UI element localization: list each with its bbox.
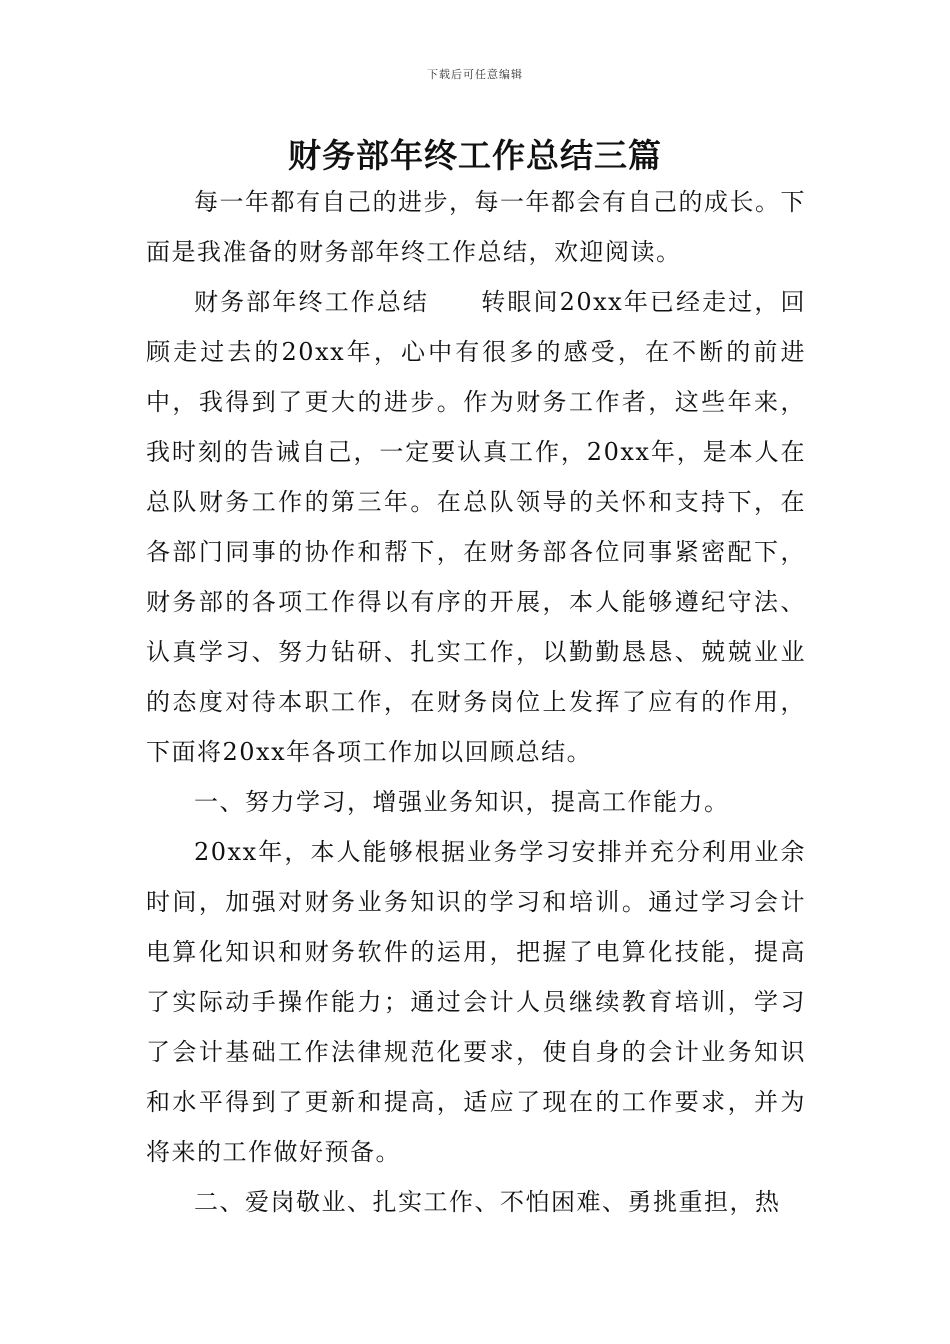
paragraph-summary: 财务部年终工作总结 转眼间20xx年已经走过，回顾走过去的20xx年，心中有很多的感受，在不断的前进中，我得到了更大的进步。作为财务工作者，这些年来，我时刻的告诫自己，一定要认真工作，20xx年，是本人在总队财务工作的第三年。在总队领导的关怀和支持下，在各部门同事的协作和帮下，在财务部各位同事紧密配下，财务部的各项工作得以有序的开展，本人能够遵纪守法、认真学习、努力钻研、扎实工作，以勤勤恳恳、兢兢业业的态度对待本职工作，在财务岗位上发挥了应有的作用，下面将20xx年各项工作加以回顾总结。 (146, 288, 806, 766)
paragraph-section-1-heading: 一、努力学习，增强业务知识，提高工作能力。 (194, 788, 730, 816)
paragraph-intro: 每一年都有自己的进步，每一年都会有自己的成长。下面是我准备的财务部年终工作总结，欢迎阅读。 (146, 188, 806, 266)
paragraph-section-1-body: 20xx年，本人能够根据业务学习安排并充分利用业余时间，加强对财务业务知识的学习和培训。通过学习会计电算化知识和财务软件的运用，把握了电算化技能，提高了实际动手操作能力；通过会计人员继续教育培训，学习了会计基础工作法律规范化要求，使自身的会计业务知识和水平得到了更新和提高，适应了现在的工作要求，并为将来的工作做好预备。 (146, 838, 806, 1166)
document-title: 财务部年终工作总结三篇 (288, 136, 662, 175)
header-note: 下载后可任意编辑 (427, 68, 523, 81)
document-body (146, 177, 806, 1227)
paragraph-section-2-heading: 二、爱岗敬业、扎实工作、不怕困难、勇挑重担，热 (194, 1188, 781, 1216)
